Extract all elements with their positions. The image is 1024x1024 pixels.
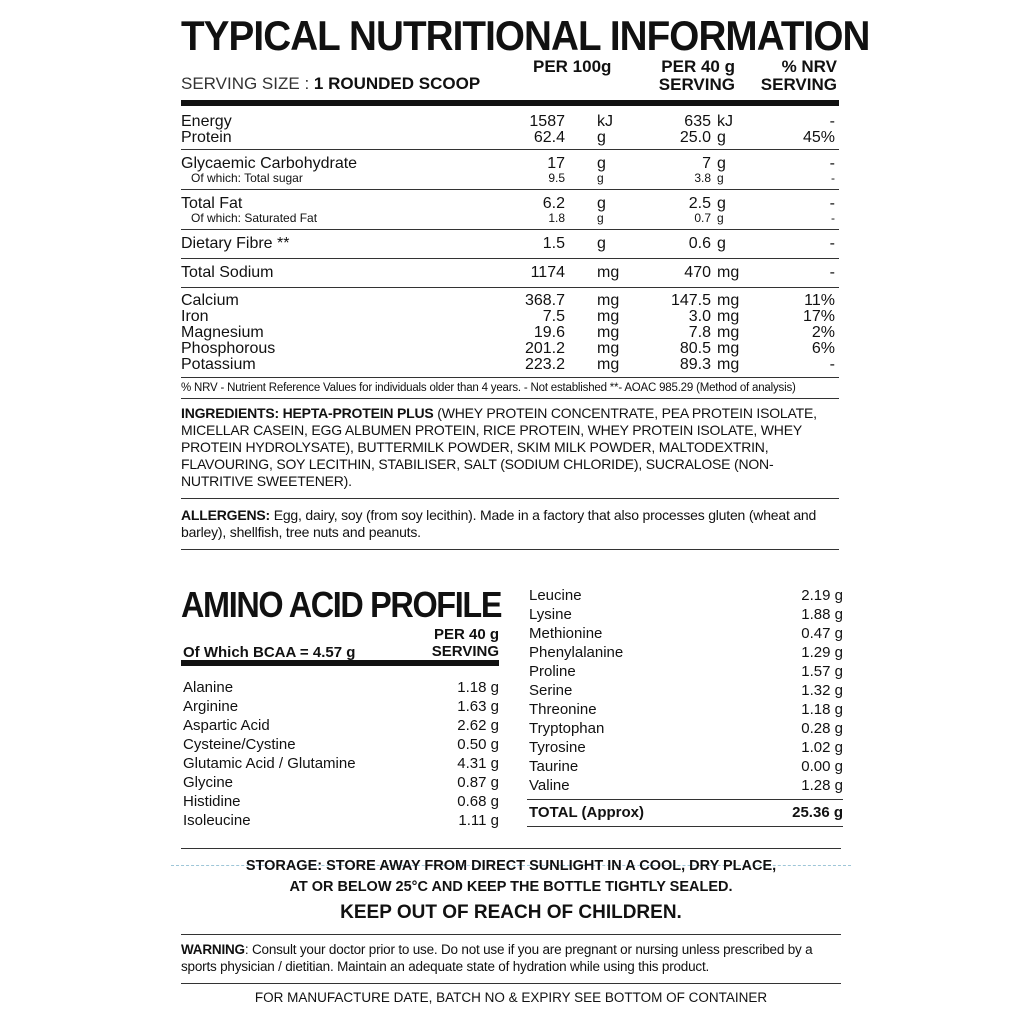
col-nrv-line2: SERVING [760,75,837,94]
amino-name: Threonine [529,701,597,718]
amino-row [527,757,843,776]
ingredients-text: (WHEY PROTEIN CONCENTRATE, PEA PROTEIN ISOLATE, MICELLAR CASEIN, EGG ALBUMEN PROTEIN, RICE PROTEIN, WHEY PROTEIN ISOLATE, WHEY PROTEIN HYDROLYSATE), BUTTERMILK POWDER, SKIM MILK POWDER, MALTODEXTRIN, FLAVOURING, SOY LECITHIN, STABILISER, SALT (SODIUM CHLORIDE), SUCRALOSE (NON-NUTRITIVE SWEETENER). [181,405,817,489]
amino-name: Glycine [183,774,234,791]
col-per40-line1: PER 40 g [661,57,735,76]
serving-size-label: SERVING SIZE : [181,74,310,93]
row-phosphorous: Phosphorous 201.2 mg 80.5 mg 6% [181,340,835,357]
manufacture-note: FOR MANUFACTURE DATE, BATCH NO & EXPIRY SEE BOTTOM OF CONTAINER [254,990,768,1005]
amino-row [181,754,499,773]
amino-total-row [527,800,843,826]
amino-qty: 1.32 g [801,682,843,699]
amino-row [181,697,499,716]
amino-left-column [181,584,502,830]
amino-name: Alanine [183,679,234,696]
amino-acid-profile [181,586,841,830]
ingredients [181,399,839,498]
nutrition-panel [181,12,870,550]
amino-name: Isoleucine [183,812,251,829]
amino-right-column [527,586,843,827]
ingredients-label: INGREDIENTS: HEPTA-PROTEIN PLUS [181,405,434,421]
group-energy-protein [181,106,839,149]
row-carbohydrate: Glycaemic Carbohydrate 17 g 7 g - [181,155,835,172]
amino-qty: 1.11 g [458,812,499,829]
amino-qty: 0.87 g [457,774,499,791]
col-per40 [655,58,735,94]
amino-name: Phenylalanine [529,644,624,661]
serving-size [181,74,480,94]
nrv-footnote: % NRV - Nutrient Reference Values for individuals older than 4 years. - Not established **- AOAC 985.29 (Method of analysis) [181,382,796,394]
amino-qty: 1.02 g [801,739,843,756]
amino-header [181,624,499,660]
row-energy: Energy 1587 kJ 635 kJ - [181,113,835,130]
amino-qty: 2.62 g [457,717,499,734]
storage-line1: STORAGE: STORE AWAY FROM DIRECT SUNLIGHT IN A COOL, DRY PLACE, [245,858,777,874]
amino-total-label: TOTAL (Approx) [529,804,644,821]
amino-row [527,624,843,643]
amino-row [181,792,499,811]
allergens [181,499,839,549]
amino-row [527,662,843,681]
amino-row [181,811,499,830]
footer-section [181,848,841,1005]
amino-row [527,719,843,738]
amino-qty: 1.18 g [457,679,499,696]
amino-col-line1: PER 40 g [433,626,499,643]
storage-line2: AT OR BELOW 25°C AND KEEP THE BOTTLE TIGHTLY SEALED. [289,879,733,895]
amino-qty: 4.31 g [457,755,499,772]
row-potassium: Potassium 223.2 mg 89.3 mg - [181,356,835,373]
row-total-sugar: Of which: Total sugar 9.5 g 3.8 g - [191,171,835,185]
divider [527,826,843,827]
amino-name: Taurine [529,758,579,775]
row-magnesium: Magnesium 19.6 mg 7.8 mg 2% [181,324,835,341]
amino-qty: 1.28 g [801,777,843,794]
amino-name: Aspartic Acid [183,717,270,734]
amino-row [527,643,843,662]
row-dietary-fibre: Dietary Fibre ** 1.5 g 0.6 g - [181,235,835,252]
amino-qty: 0.47 g [801,625,843,642]
amino-right-list [527,586,843,795]
amino-row [181,716,499,735]
amino-row [527,681,843,700]
amino-row [181,735,499,754]
row-total-fat: Total Fat 6.2 g 2.5 g - [181,195,835,212]
amino-name: Glutamic Acid / Glutamine [183,755,356,772]
keep-out-notice: KEEP OUT OF REACH OF CHILDREN. [340,902,682,923]
group-fat [181,190,839,229]
warning-label: WARNING [181,942,245,957]
amino-qty: 0.68 g [457,793,499,810]
amino-row [527,776,843,795]
amino-qty: 2.19 g [801,587,843,604]
group-sodium [181,259,839,287]
amino-name: Tryptophan [529,720,605,737]
group-fibre [181,230,839,258]
amino-row [181,678,499,697]
page-title: TYPICAL NUTRITIONAL INFORMATION [181,12,870,59]
amino-name: Leucine [529,587,582,604]
col-nrv-line1: % NRV [781,57,837,76]
amino-name: Arginine [183,698,239,715]
row-protein: Protein 62.4 g 25.0 g 45% [181,129,835,146]
row-saturated-fat: Of which: Saturated Fat 1.8 g 0.7 g - [191,211,835,225]
bcaa-total: Of Which BCAA = 4.57 g [183,644,356,661]
amino-qty: 0.00 g [801,758,843,775]
col-per100: PER 100g [533,57,612,76]
amino-qty: 1.29 g [801,644,843,661]
amino-row [527,738,843,757]
col-nrv [761,58,837,94]
amino-row [181,773,499,792]
amino-qty: 1.88 g [801,606,843,623]
amino-col-header [432,626,499,660]
amino-row [527,700,843,719]
amino-qty: 1.18 g [801,701,843,718]
amino-name: Proline [529,663,576,680]
divider [181,549,839,550]
amino-qty: 1.57 g [801,663,843,680]
amino-qty: 1.63 g [457,698,499,715]
warning-text: : Consult your doctor prior to use. Do not use if you are pregnant or nursing unless prescribed by a sports physician / dietitian. Maintain an adequate state of hydration while using this product. [181,942,813,974]
allergens-text: Egg, dairy, soy (from soy lecithin). Made in a factory that also processes gluten (wheat and barley), shellfish, tree nuts and peanuts. [181,507,817,540]
amino-row [527,586,843,605]
amino-col-line2: SERVING [431,643,499,660]
amino-left-list [181,678,499,830]
warning [181,935,841,983]
amino-row [527,605,843,624]
serving-size-value: 1 ROUNDED SCOOP [313,74,481,93]
storage-instructions [181,849,841,898]
group-carbohydrate [181,150,839,189]
column-header [181,58,839,98]
group-minerals [181,288,839,377]
col-per40-line2: SERVING [658,75,735,94]
row-iron: Iron 7.5 mg 3.0 mg 17% [181,308,835,325]
row-total-sodium: Total Sodium 1174 mg 470 mg - [181,264,835,281]
allergens-label: ALLERGENS: [181,507,271,523]
amino-name: Methionine [529,625,603,642]
amino-name: Histidine [183,793,241,810]
amino-name: Valine [529,777,570,794]
amino-qty: 0.28 g [801,720,843,737]
amino-name: Lysine [529,606,572,623]
amino-name: Cysteine/Cystine [183,736,296,753]
amino-qty: 0.50 g [457,736,499,753]
amino-title: AMINO ACID PROFILE [181,584,502,625]
row-calcium: Calcium 368.7 mg 147.5 mg 11% [181,292,835,309]
amino-name: Tyrosine [529,739,586,756]
amino-total-value: 25.36 g [792,804,843,821]
amino-name: Serine [529,682,573,699]
